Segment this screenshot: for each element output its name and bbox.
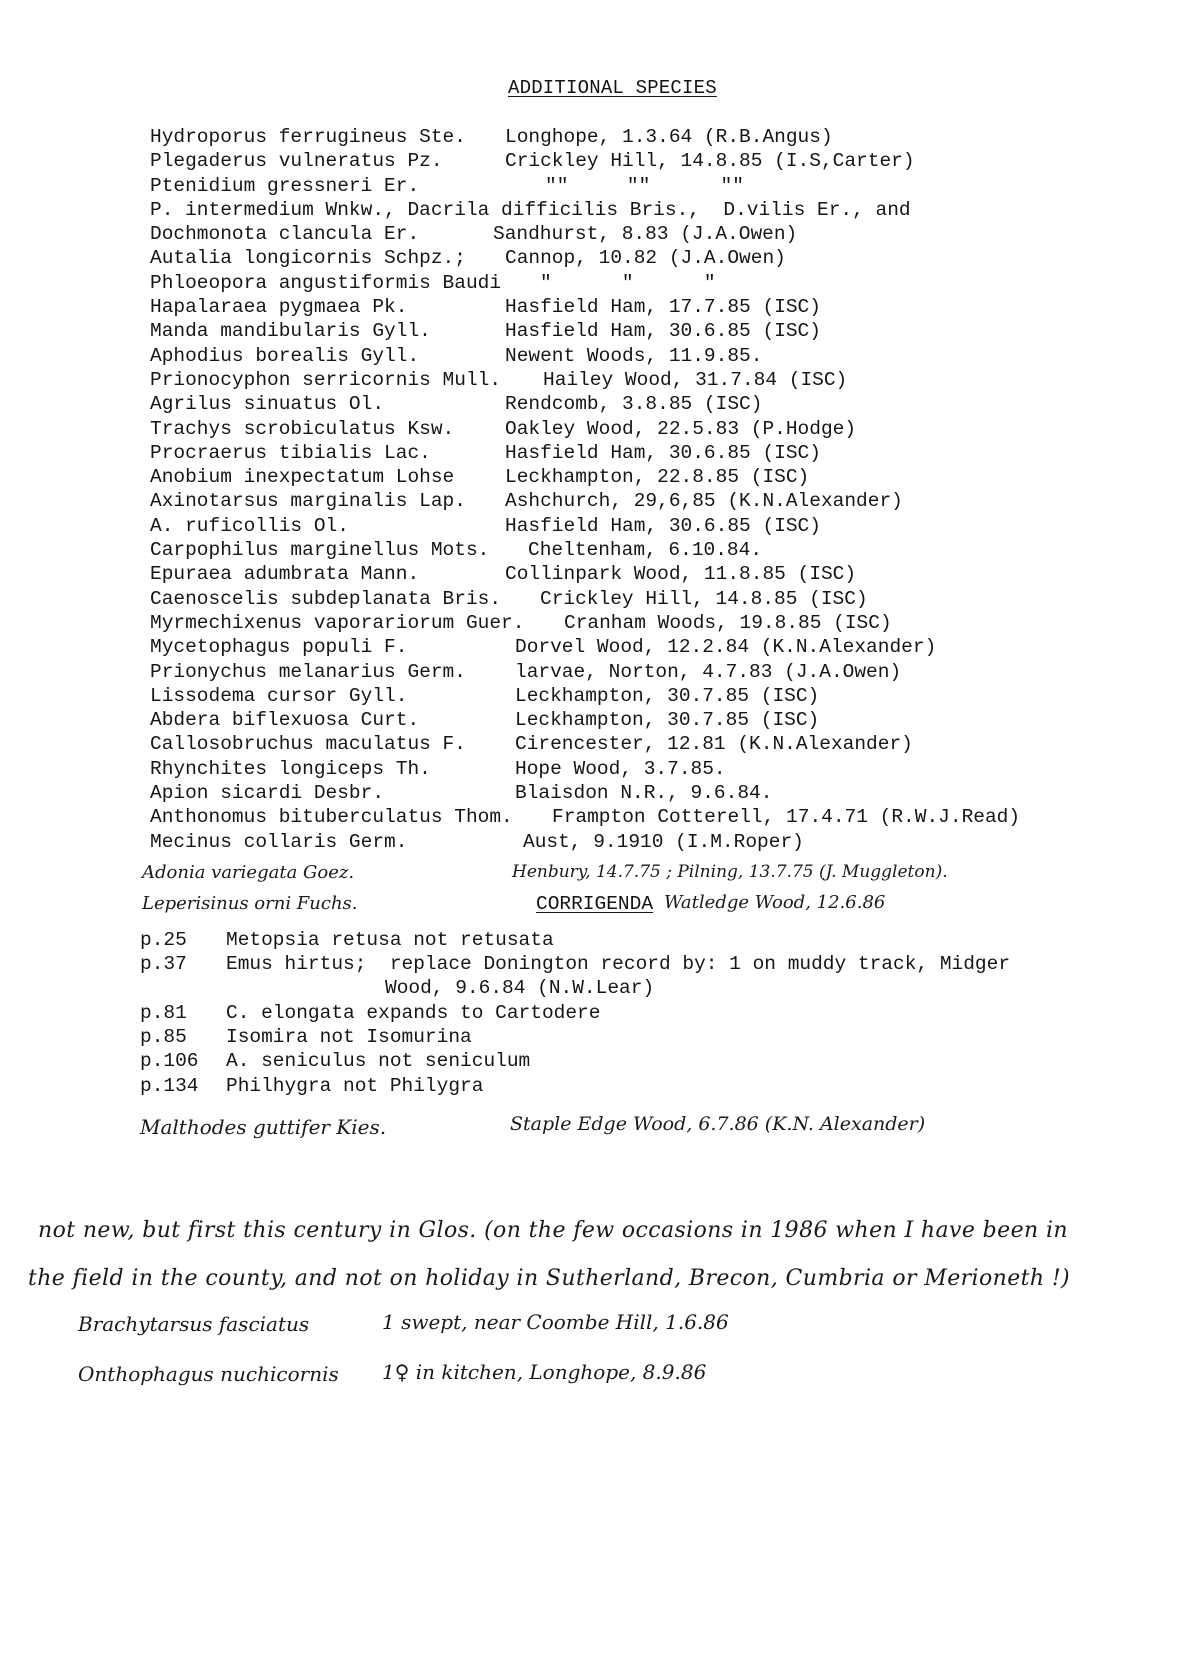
species-name: Anobium inexpectatum Lohse [150,466,455,489]
handwritten-species-name: Leperisinus orni Fuchs. [142,893,358,914]
species-name: Phloeopora angustiformis Baudi [150,271,502,294]
species-name: Rhynchites longiceps Th. [150,757,431,780]
species-name: Hydroporus ferrugineus Ste. [150,126,466,148]
page-title: ADDITIONAL SPECIES [508,77,717,99]
species-location: Cannop, 10.82 (J.A.Owen) [505,247,786,270]
species-location: Newent Woods, 11.9.85. [505,344,763,367]
species-name: P. intermedium Wnkw., Dacrila difficilis Bris., D.vilis Er., and [150,198,911,221]
species-location: "" "" "" [545,174,744,197]
species-name: Hapalaraea pygmaea Pk. [150,296,408,319]
handwritten-species-name: Adonia variegata Goez. [142,862,355,883]
species-name: Carpophilus marginellus Mots. [150,539,490,562]
corrigenda-page: p.134 [140,1074,199,1097]
species-name: Lissodema cursor Gyll. [150,684,408,707]
species-name: Caenoscelis subdeplanata Bris. [150,587,502,610]
corrigenda-page: p.81 [140,1001,187,1024]
species-location: Hasfield Ham, 30.6.85 (ISC) [505,441,821,464]
species-name: Apion sicardi Desbr. [150,782,385,805]
species-name: Aphodius borealis Gyll. [150,344,420,367]
species-name: Callosobruchus maculatus F. [150,733,466,756]
handwritten-species-location: 1♀ in kitchen, Longhope, 8.9.86 [382,1360,707,1384]
handwritten-species-name: Onthophagus nuchicornis [78,1362,339,1386]
species-location: Sandhurst, 8.83 (J.A.Owen) [493,223,798,246]
species-name: Plegaderus vulneratus Pz. [150,150,443,173]
species-location: Rendcomb, 3.8.85 (ISC) [505,393,763,416]
species-location: Hasfield Ham, 30.6.85 (ISC) [505,320,821,343]
species-name: Manda mandibularis Gyll. [150,320,431,343]
species-name: Anthonomus bituberculatus Thom. [150,806,513,829]
species-location: Crickley Hill, 14.8.85 (I.S,Carter) [505,150,915,173]
species-location: Leckhampton, 30.7.85 (ISC) [515,684,820,707]
handwritten-species-location: Staple Edge Wood, 6.7.86 (K.N. Alexander) [510,1113,926,1135]
species-name: Abdera biflexuosa Curt. [150,709,420,732]
corrigenda-text: C. elongata expands to Cartodere [226,1001,601,1024]
species-location: Leckhampton, 30.7.85 (ISC) [515,709,820,732]
species-location: Crickley Hill, 14.8.85 (ISC) [540,587,868,610]
handwritten-species-name: Malthodes guttifer Kies. [140,1115,387,1139]
corrigenda-page: p.106 [140,1050,199,1073]
species-location: Cranham Woods, 19.8.85 (ISC) [564,611,892,634]
species-location: Cirencester, 12.81 (K.N.Alexander) [515,733,913,756]
corrigenda-text: Isomira not Isomurina [226,1026,472,1049]
species-name: Autalia longicornis Schpz.; [150,247,466,270]
corrigenda-page: p.25 [140,929,187,951]
species-name: A. ruficollis Ol. [150,514,349,537]
species-name: Epuraea adumbrata Mann. [150,563,420,586]
species-location: Longhope, 1.3.64 (R.B.Angus) [505,126,833,148]
corrigenda-text: Philhygra not Philygra [226,1074,484,1097]
species-location: Hasfield Ham, 17.7.85 (ISC) [505,296,821,319]
species-name: Prionocyphon serricornis Mull. [150,368,502,391]
handwritten-species-location: Watledge Wood, 12.6.86 [664,892,886,913]
handwritten-species-name: Brachytarsus fasciatus [78,1312,310,1336]
corrigenda-continuation: Wood, 9.6.84 (N.W.Lear) [385,977,655,999]
species-location: Collinpark Wood, 11.8.85 (ISC) [505,563,857,586]
species-location: larvae, Norton, 4.7.83 (J.A.Owen) [515,660,902,683]
species-name: Mycetophagus populi F. [150,636,408,659]
species-name: Dochmonota clancula Er. [150,223,420,246]
species-location: Ashchurch, 29,6,85 (K.N.Alexander) [505,490,903,513]
species-name: Axinotarsus marginalis Lap. [150,490,466,513]
handwritten-species-location: Henbury, 14.7.75 ; Pilning, 13.7.75 (J. Muggleton). [512,862,948,882]
species-location: Blaisdon N.R., 9.6.84. [515,782,773,805]
species-name: Trachys scrobiculatus Ksw. [150,417,455,440]
corrigenda-page: p.85 [140,1026,187,1049]
species-location: Dorvel Wood, 12.2.84 (K.N.Alexander) [515,636,937,659]
species-location: Frampton Cotterell, 17.4.71 (R.W.J.Read) [552,806,1021,829]
species-name: Agrilus sinuatus Ol. [150,393,385,416]
species-name: Mecinus collaris Germ. [150,830,408,853]
corrigenda-page: p.37 [140,953,187,976]
species-location: Cheltenham, 6.10.84. [528,539,763,562]
corrigenda-text: Metopsia retusa not retusata [226,929,554,951]
species-name: Procraerus tibialis Lac. [150,441,431,464]
corrigenda-text: A. seniculus not seniculum [226,1050,531,1073]
species-location: Hope Wood, 3.7.85. [515,757,726,780]
species-location: Hasfield Ham, 30.6.85 (ISC) [505,514,821,537]
species-location: Hailey Wood, 31.7.84 (ISC) [543,368,848,391]
handwritten-species-location: 1 swept, near Coombe Hill, 1.6.86 [382,1310,729,1334]
species-location: Aust, 9.1910 (I.M.Roper) [523,830,804,853]
handwritten-note-line: the field in the county, and not on holiday in Sutherland, Brecon, Cumbria or Merioneth !) [28,1266,1071,1291]
species-location: Oakley Wood, 22.5.83 (P.Hodge) [505,417,857,440]
species-name: Prionychus melanarius Germ. [150,660,466,683]
corrigenda-heading: CORRIGENDA [536,893,654,915]
species-name: Myrmechixenus vaporariorum Guer. [150,611,525,634]
corrigenda-text: Emus hirtus; replace Donington record by: 1 on muddy track, Midger [226,953,1011,976]
species-location: Leckhampton, 22.8.85 (ISC) [505,466,810,489]
handwritten-note-line: not new, but first this century in Glos. (on the few occasions in 1986 when I have been in [38,1218,1068,1243]
species-name: Ptenidium gressneri Er. [150,174,420,197]
species-location: " " " [540,271,716,294]
